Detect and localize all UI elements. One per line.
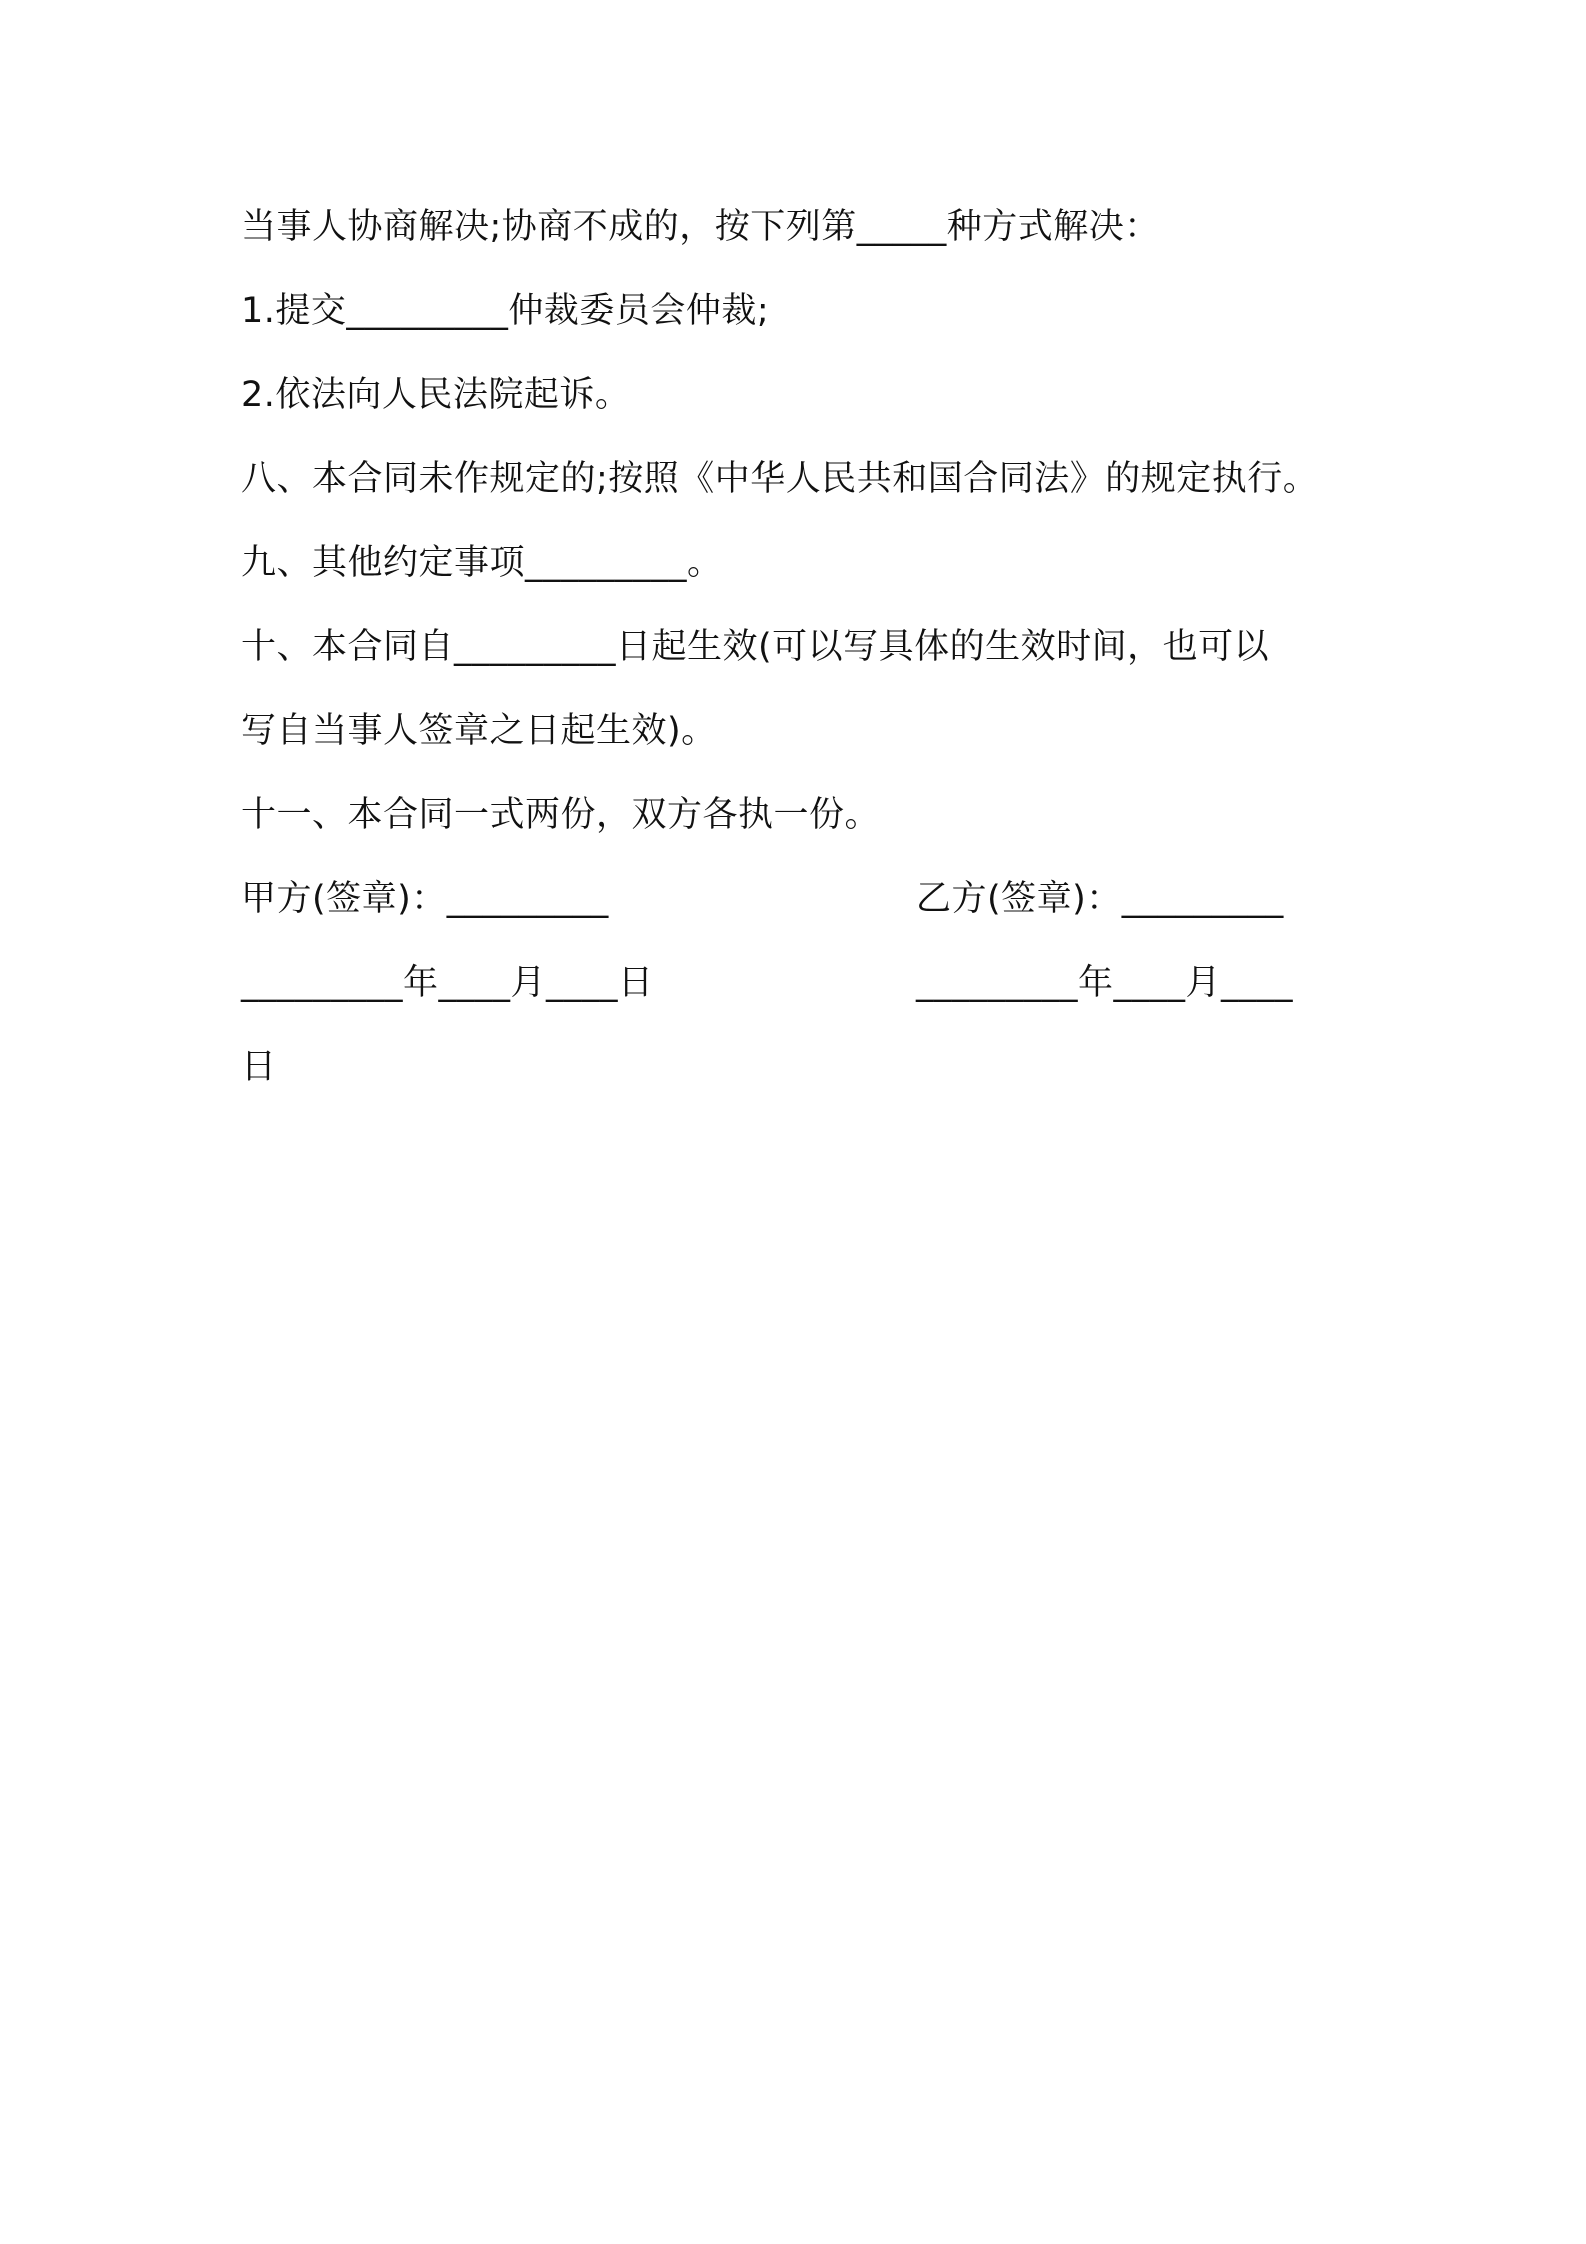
clause-nine: 九、其他约定事项_________。: [241, 543, 723, 583]
clause-eight: 八、本合同未作规定的;按照《中华人民共和国合同法》的规定执行。: [241, 459, 1319, 499]
clause-eleven: 十一、本合同一式两份，双方各执一份。: [241, 795, 881, 835]
arbitration-option: 1.提交_________仲裁委员会仲裁;: [241, 291, 770, 331]
party-a-signature: 甲方(签章)：_________: [241, 879, 609, 919]
clause-ten-continued: 写自当事人签章之日起生效)。: [241, 711, 717, 751]
party-b-date: _________年____月____: [916, 963, 1294, 1003]
party-b-signature: 乙方(签章)：_________: [916, 879, 1284, 919]
party-a-date: _________年____月____日: [241, 963, 654, 1003]
party-b-date-day: 日: [241, 1047, 277, 1087]
dispute-resolution-text: 当事人协商解决;协商不成的，按下列第_____种方式解决：: [241, 207, 1160, 247]
court-option: 2.依法向人民法院起诉。: [241, 375, 631, 415]
clause-ten: 十、本合同自_________日起生效(可以写具体的生效时间，也可以: [241, 627, 1270, 667]
